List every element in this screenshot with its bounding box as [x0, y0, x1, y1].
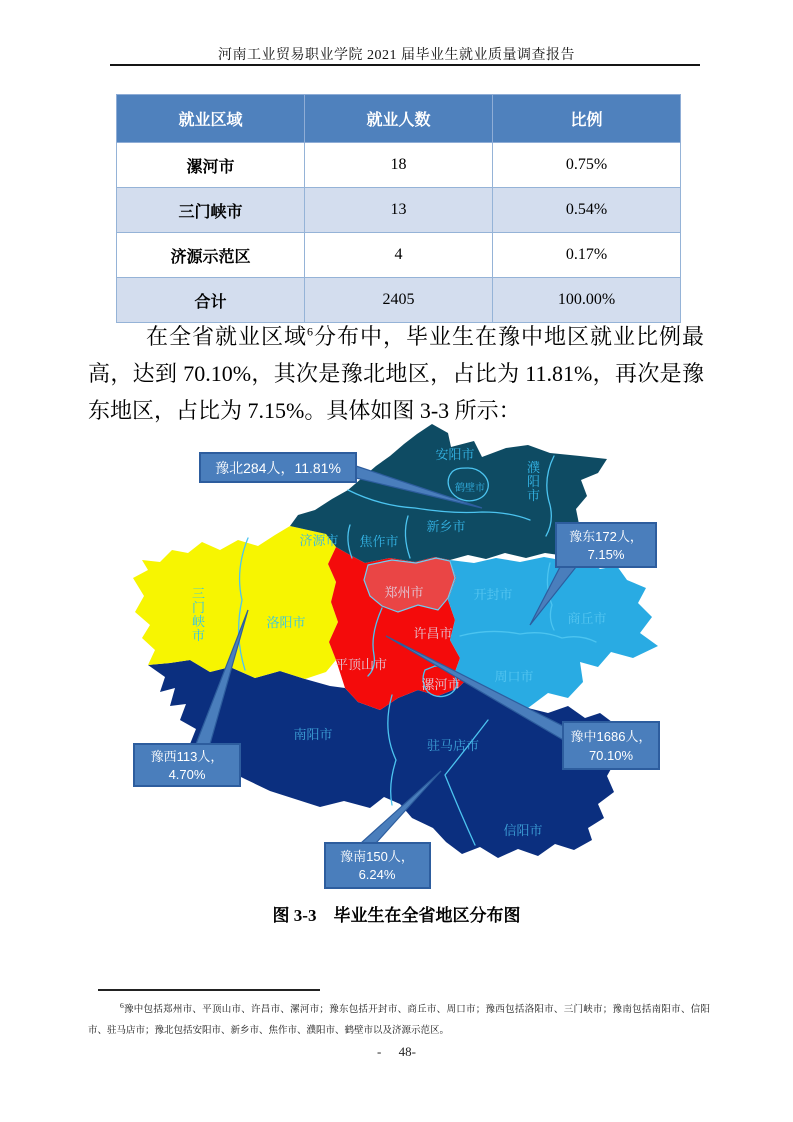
cell-count: 13 — [305, 188, 493, 233]
callout-text-yunan: 豫南150人， — [340, 849, 414, 864]
callout-text-yuzhong: 70.10% — [588, 748, 634, 763]
callout-text-yubei: 豫北284人，11.81% — [215, 460, 341, 476]
footnote — [88, 995, 710, 1042]
map-label-kaifeng: 开封市 — [473, 587, 513, 602]
map-label-xuchang: 许昌市 — [413, 626, 453, 641]
cell-region: 漯河市 — [117, 143, 305, 188]
column-header-count: 就业人数 — [305, 95, 493, 143]
column-header-ratio: 比例 — [493, 95, 681, 143]
callout-text-yudong: 豫东172人， — [569, 529, 643, 544]
body-paragraph — [88, 318, 704, 429]
map-label-anyang: 安阳市 — [435, 447, 475, 462]
page-number: - 48- — [377, 1044, 416, 1059]
paragraph-text: 分布中，毕业生在豫中地区就业比例最高，达到 70.10%，其次是豫北地区，占比为 11.81%，再次是豫东地区，占比为 7.15%。具体如图 3-3 所示： — [88, 324, 704, 423]
cell-ratio: 100.00% — [493, 278, 681, 323]
cell-region: 合计 — [117, 278, 305, 323]
paragraph-text: 在全省就业区域 — [146, 324, 307, 349]
header-rule — [110, 64, 700, 66]
map-label-nanyang: 南阳市 — [293, 727, 333, 742]
table-header-row — [117, 95, 681, 143]
callout-text-yunan: 6.24% — [358, 867, 396, 882]
map-label-zhengzhou: 郑州市 — [384, 585, 424, 600]
table-row — [117, 188, 681, 233]
footnote-marker: 6 — [120, 1001, 124, 1010]
employment-region-table — [116, 94, 681, 323]
map-label-xinyang: 信阳市 — [503, 823, 543, 838]
map-label-pingdingshan: 平顶山市 — [334, 657, 388, 672]
cell-region: 三门峡市 — [117, 188, 305, 233]
cell-region: 济源示范区 — [117, 233, 305, 278]
henan-distribution-map — [130, 420, 670, 905]
map-label-shangqiu: 商丘市 — [567, 611, 607, 626]
map-label-luoyang: 洛阳市 — [266, 615, 306, 630]
map-label-zhumadian: 驻马店市 — [426, 738, 480, 753]
map-label-zhoukou: 周口市 — [494, 669, 534, 684]
map-label-sanmenxia: 三门峡市 — [192, 586, 206, 643]
column-header-region: 就业区域 — [117, 95, 305, 143]
cell-ratio: 0.54% — [493, 188, 681, 233]
cell-ratio: 0.17% — [493, 233, 681, 278]
callout-text-yuxi: 4.70% — [168, 767, 206, 782]
cell-ratio: 0.75% — [493, 143, 681, 188]
callout-text-yuxi: 豫西113人， — [150, 749, 224, 764]
cell-count: 18 — [305, 143, 493, 188]
cell-count: 4 — [305, 233, 493, 278]
table-row-total — [117, 278, 681, 323]
table-row — [117, 143, 681, 188]
footnote-divider — [98, 989, 320, 991]
page-header-title: 河南工业贸易职业学院 2021 届毕业生就业质量调查报告 — [218, 48, 575, 63]
map-label-luohe: 漯河市 — [421, 677, 461, 692]
map-label-jiaozuo: 焦作市 — [359, 534, 399, 549]
map-label-xinxiang: 新乡市 — [426, 519, 466, 534]
footnote-text: 豫中包括郑州市、平顶山市、许昌市、漯河市；豫东包括开封市、商丘市、周口市；豫西包括洛阳市、三门峡市；豫南包括南阳市、信阳市、驻马店市；豫北包括安阳市、新乡市、焦作市、濮阳市、鹤壁市以及济源示范区。 — [88, 1005, 710, 1037]
figure-caption: 图 3-3 毕业生在全省地区分布图 — [272, 906, 521, 925]
callout-text-yudong: 7.15% — [587, 547, 625, 562]
callout-text-yuzhong: 豫中1686人， — [570, 729, 652, 744]
map-label-jiyuan: 济源市 — [299, 533, 339, 548]
cell-count: 2405 — [305, 278, 493, 323]
map-label-puyang: 濮阳市 — [527, 460, 541, 503]
map-label-hebi: 鹤壁市 — [455, 483, 485, 494]
table-row — [117, 233, 681, 278]
footnote-reference: 6 — [307, 324, 313, 339]
